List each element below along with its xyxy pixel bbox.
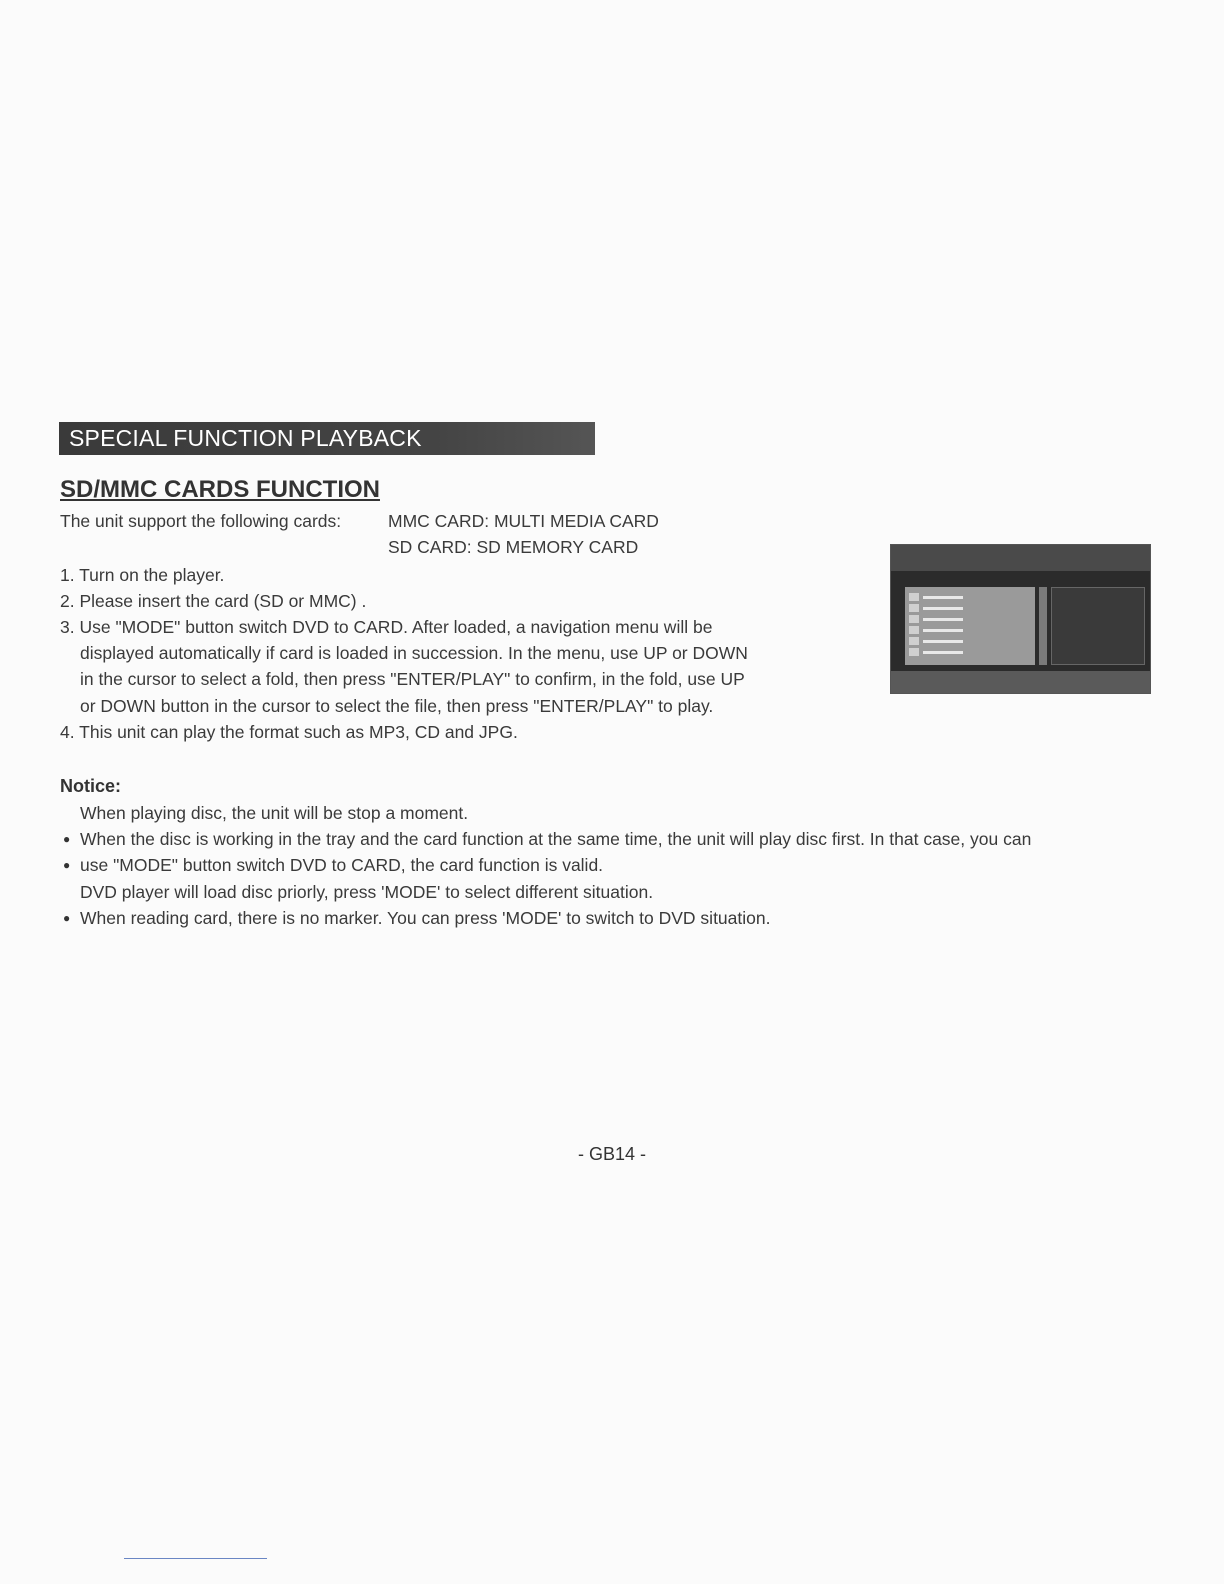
intro-lead: The unit support the following cards: [60,511,342,531]
step-line: 3. Use "MODE" button switch DVD to CARD. After loaded, a navigation menu will be [60,617,713,637]
section-title: SD/MMC CARDS FUNCTION [60,476,380,503]
bullet-icon: ● [63,911,71,925]
navigation-menu-screenshot [890,544,1151,694]
intro-card-sd: SD CARD: SD MEMORY CARD [388,537,639,557]
bullet-icon: ● [63,858,71,872]
footer-divider [124,1558,267,1559]
chapter-banner: SPECIAL FUNCTION PLAYBACK [59,422,595,455]
notice-line: When playing disc, the unit will be stop a moment. [80,803,469,823]
intro-card-mmc: MMC CARD: MULTI MEDIA CARD [388,511,659,531]
page-number: - GB14 - [577,1144,647,1164]
notice-heading: Notice: [60,776,122,796]
step-line: 1. Turn on the player. [60,565,225,585]
step-line: in the cursor to select a fold, then press "ENTER/PLAY" to confirm, in the fold, use UP [80,669,745,689]
notice-line: DVD player will load disc priorly, press 'MODE' to select different situation. [80,882,654,902]
notice-line: When the disc is working in the tray and the card function at the same time, the unit will play disc first. In that case, you can [80,829,1032,849]
step-line: 4. This unit can play the format such as MP3, CD and JPG. [60,722,518,742]
step-line: displayed automatically if card is loaded in succession. In the menu, use UP or DOWN [80,643,748,663]
step-line: or DOWN button in the cursor to select the file, then press "ENTER/PLAY" to play. [80,696,714,716]
notice-line: use "MODE" button switch DVD to CARD, the card function is valid. [80,855,604,875]
bullet-icon: ● [63,832,71,846]
step-line: 2. Please insert the card (SD or MMC) . [60,591,367,611]
notice-line: When reading card, there is no marker. You can press 'MODE' to switch to DVD situation. [80,908,771,928]
